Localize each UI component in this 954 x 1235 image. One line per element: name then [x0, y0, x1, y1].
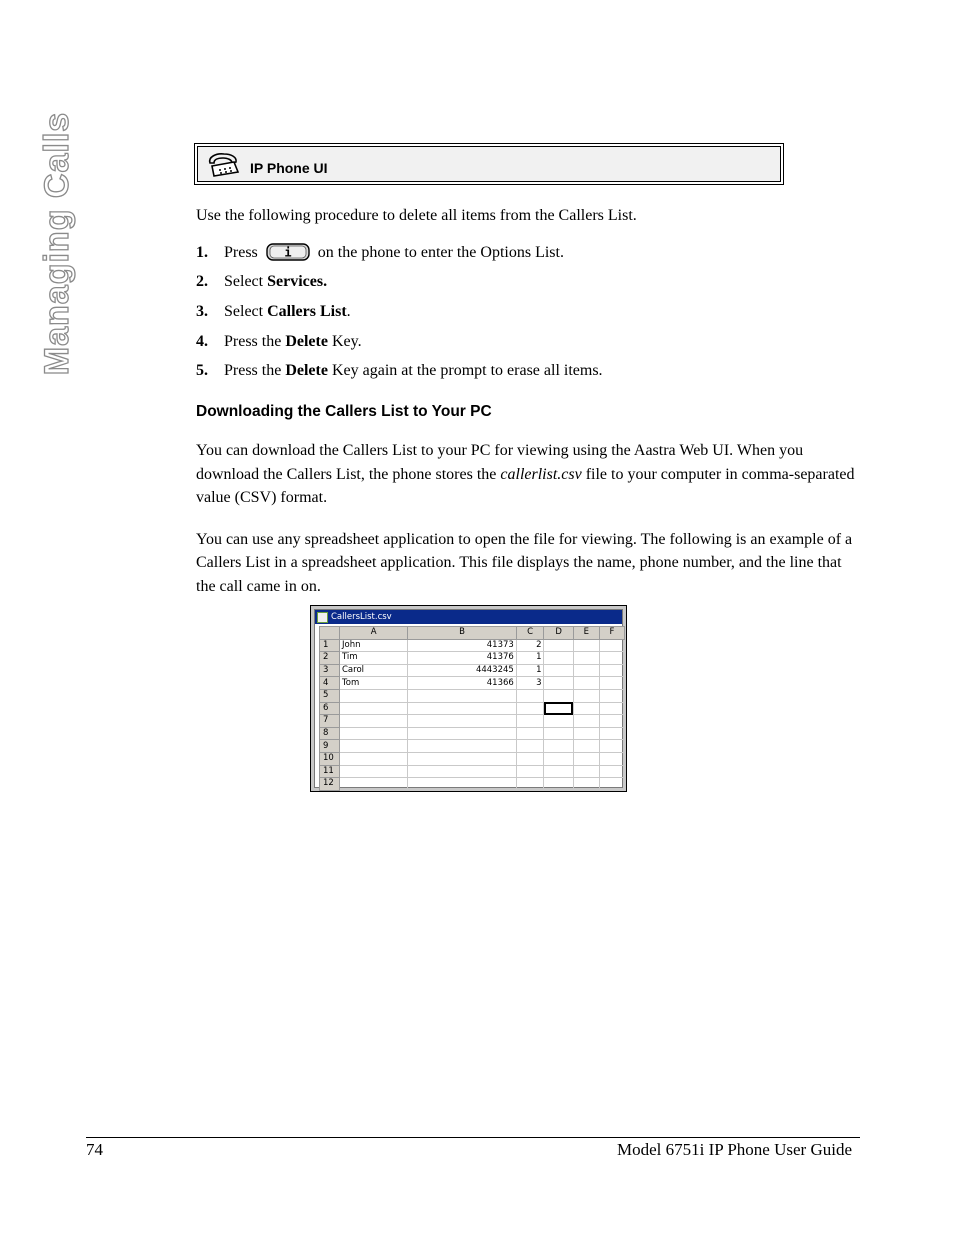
spreadsheet-cell [599, 715, 624, 728]
info-key-icon [266, 243, 310, 261]
spreadsheet-cell [408, 740, 516, 753]
row-header: 12 [320, 778, 340, 791]
svg-text:i: i [284, 245, 292, 260]
spreadsheet-cell [573, 689, 599, 702]
spreadsheet-table [319, 626, 625, 791]
row-header: 9 [320, 740, 340, 753]
ip-phone-ui-label: IP Phone UI [250, 160, 328, 176]
step-item: 2. Select Services. [196, 273, 328, 291]
spreadsheet-cell [544, 652, 573, 665]
spreadsheet-cell [408, 765, 516, 778]
spreadsheet-cell [573, 702, 599, 715]
row-header: 7 [320, 715, 340, 728]
spreadsheet-cell [544, 689, 573, 702]
footer-rule [86, 1137, 860, 1138]
spreadsheet-cell [573, 752, 599, 765]
paragraph-spreadsheet: You can use any spreadsheet application to open the file for viewing. The following is an example of a Callers List in a spreadsheet application. This file displays the name, phone number, and the line that the call came in on. [196, 530, 853, 595]
spreadsheet-cell [573, 639, 599, 652]
spreadsheet-cell [340, 727, 408, 740]
table-row [320, 677, 625, 690]
column-header: F [599, 627, 624, 640]
spreadsheet-cell [544, 765, 573, 778]
step-item: 5. Press the Delete Key again at the prompt to erase all items. [196, 362, 603, 380]
spreadsheet-cell [544, 664, 573, 677]
spreadsheet-cell [516, 702, 544, 715]
spreadsheet-cell [516, 727, 544, 740]
section-heading: Downloading the Callers List to Your PC [196, 402, 492, 420]
ip-phone-ui-box [194, 143, 784, 185]
spreadsheet-cell: Carol [340, 664, 408, 677]
step-item: 3. Select Callers List. [196, 302, 351, 320]
spreadsheet-titlebar [315, 610, 622, 624]
spreadsheet-cell [599, 652, 624, 665]
spreadsheet-cell [544, 778, 573, 791]
row-header: 1 [320, 639, 340, 652]
step-item: 4. Press the Delete Key. [196, 332, 362, 350]
table-row [320, 689, 625, 702]
spreadsheet-cell [516, 752, 544, 765]
spreadsheet-cell [340, 740, 408, 753]
spreadsheet-cell [599, 740, 624, 753]
spreadsheet-cell: Tom [340, 677, 408, 690]
spreadsheet-cell [599, 689, 624, 702]
spreadsheet-screenshot [310, 605, 627, 792]
row-header: 4 [320, 677, 340, 690]
spreadsheet-cell [599, 727, 624, 740]
spreadsheet-cell: John [340, 639, 408, 652]
main-content [196, 204, 856, 598]
spreadsheet-cell: 1 [516, 664, 544, 677]
spreadsheet-cell [599, 664, 624, 677]
spreadsheet-cell [573, 652, 599, 665]
table-row [320, 765, 625, 778]
column-header: B [408, 627, 516, 640]
spreadsheet-cell [340, 715, 408, 728]
spreadsheet-cell [340, 765, 408, 778]
spreadsheet-cell [408, 778, 516, 791]
spreadsheet-cell [408, 752, 516, 765]
spreadsheet-cell [573, 715, 599, 728]
table-row [320, 664, 625, 677]
spreadsheet-cell: Tim [340, 652, 408, 665]
row-header: 2 [320, 652, 340, 665]
intro-text: Use the following procedure to delete all items from the Callers List. [196, 207, 637, 224]
spreadsheet-cell [544, 752, 573, 765]
spreadsheet-cell [573, 727, 599, 740]
spreadsheet-cell [599, 639, 624, 652]
spreadsheet-cell [573, 677, 599, 690]
spreadsheet-cell: 41373 [408, 639, 516, 652]
spreadsheet-cell [573, 765, 599, 778]
corner-header [320, 627, 340, 640]
spreadsheet-cell [340, 702, 408, 715]
side-tab [38, 108, 78, 378]
footer-title: Model 6751i IP Phone User Guide [617, 1140, 852, 1159]
phone-icon [206, 151, 240, 177]
column-header: E [573, 627, 599, 640]
column-header: A [340, 627, 408, 640]
spreadsheet-cell [516, 715, 544, 728]
spreadsheet-cell [544, 702, 573, 715]
spreadsheet-cell [544, 727, 573, 740]
spreadsheet-cell: 4443245 [408, 664, 516, 677]
page-number: 74 [86, 1140, 103, 1159]
spreadsheet-cell [544, 639, 573, 652]
spreadsheet-cell: 1 [516, 652, 544, 665]
paragraph-download: You can download the Callers List to your PC for viewing using the Aastra Web UI. When you download the Callers List, the phone stores the callerlist.csv file to your computer in comma-separated value (CSV) format. [196, 442, 855, 507]
table-row [320, 740, 625, 753]
row-header: 11 [320, 765, 340, 778]
table-row [320, 702, 625, 715]
spreadsheet-cell [599, 765, 624, 778]
spreadsheet-cell [599, 778, 624, 791]
column-header: D [544, 627, 573, 640]
spreadsheet-cell [340, 778, 408, 791]
document-icon [317, 612, 328, 623]
spreadsheet-cell [573, 664, 599, 677]
side-tab-text: Managing Calls [38, 111, 77, 375]
spreadsheet-cell [516, 765, 544, 778]
row-header: 3 [320, 664, 340, 677]
column-header: C [516, 627, 544, 640]
spreadsheet-cell: 41376 [408, 652, 516, 665]
row-header: 6 [320, 702, 340, 715]
table-row [320, 652, 625, 665]
spreadsheet-cell [340, 689, 408, 702]
spreadsheet-cell [599, 702, 624, 715]
row-header: 10 [320, 752, 340, 765]
spreadsheet-cell [544, 740, 573, 753]
spreadsheet-cell [408, 689, 516, 702]
spreadsheet-cell [340, 752, 408, 765]
spreadsheet-cell [408, 727, 516, 740]
spreadsheet-cell [573, 740, 599, 753]
spreadsheet-cell [516, 740, 544, 753]
spreadsheet-cell [516, 689, 544, 702]
spreadsheet-cell [544, 715, 573, 728]
spreadsheet-cell: 2 [516, 639, 544, 652]
spreadsheet-cell: 41366 [408, 677, 516, 690]
spreadsheet-cell [516, 778, 544, 791]
table-row [320, 727, 625, 740]
spreadsheet-cell [408, 702, 516, 715]
spreadsheet-cell [573, 778, 599, 791]
step-list [196, 238, 856, 386]
row-header: 8 [320, 727, 340, 740]
spreadsheet-title: CallersList.csv [331, 612, 392, 622]
step-item: 1. Press i on the phone to enter the Options List. [196, 243, 564, 261]
table-row [320, 752, 625, 765]
table-row [320, 639, 625, 652]
table-row [320, 778, 625, 791]
row-header: 5 [320, 689, 340, 702]
table-row [320, 715, 625, 728]
spreadsheet-cell [408, 715, 516, 728]
spreadsheet-cell [544, 677, 573, 690]
spreadsheet-cell [599, 677, 624, 690]
spreadsheet-cell [599, 752, 624, 765]
spreadsheet-cell: 3 [516, 677, 544, 690]
